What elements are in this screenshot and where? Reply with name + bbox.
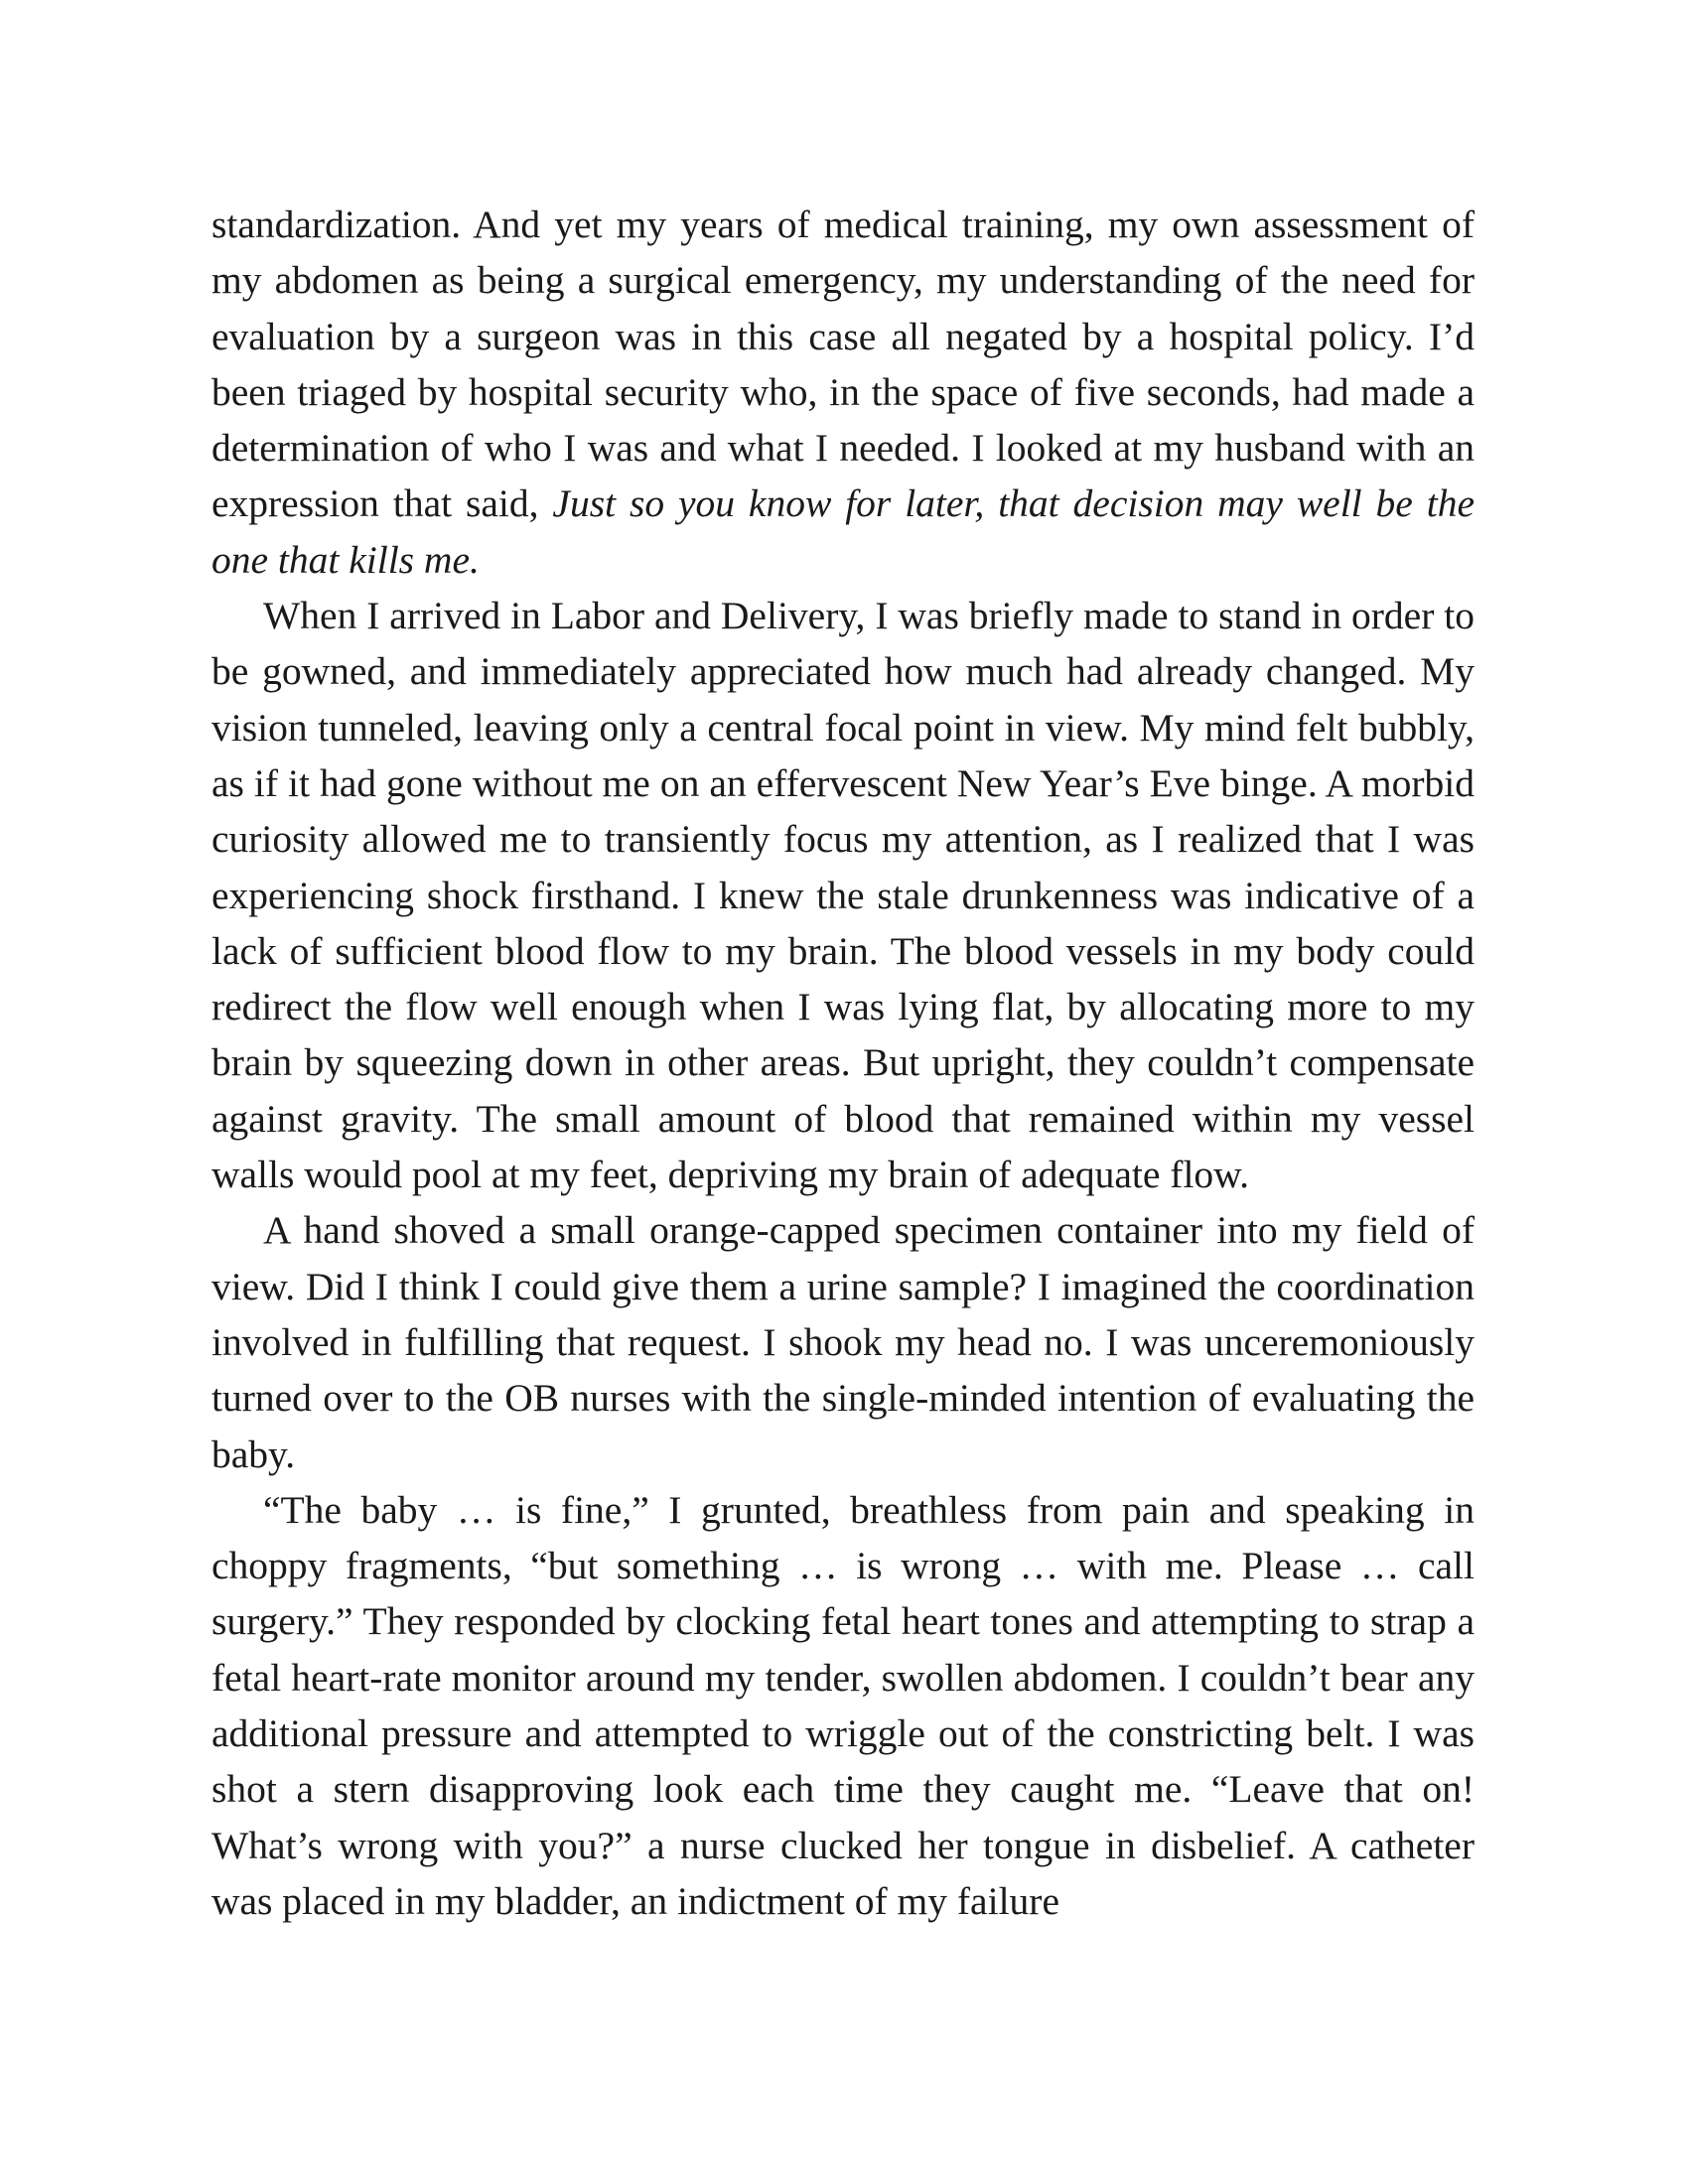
paragraph-4: “The baby … is fine,” I grunted, breathless from pain and speaking in choppy fragments, “but something … is wrong … with me. Please … call surgery.” They responded by clocking fetal heart tones and attempting to strap a fetal heart-rate monitor around my tender, swollen abdomen. I couldn’t bear any additional pressure and attempted to wriggle out of the constricting belt. I was shot a stern disapproving look each time they caught me. “Leave that on! What’s wrong with you?” a nurse clucked her tongue in disbelief. A catheter was placed in my bladder, an indictment of my failure <box>211 1487 1475 1923</box>
paragraph-1 <box>211 197 1475 588</box>
paragraph-3: A hand shoved a small orange-capped specimen container into my field of view. Did I think I could give them a urine sample? I imagined the coordination involved in fulfilling that request. I shook my head no. I was unceremoniously turned over to the OB nurses with the single-minded intention of evaluating the baby. <box>211 1208 1475 1476</box>
book-page <box>211 197 1475 1929</box>
paragraph-1-italic-text: Just so you know for later, that decision may well be the one that kills me. <box>211 481 1475 582</box>
paragraph-1-text: standardization. And yet my years of medical training, my own assessment of my abdomen as being a surgical emergency, my understanding of the need for evaluation by a surgeon was in this case all negated by a hospital policy. I’d been triaged by hospital security who, in the space of five seconds, had made a determination of who I was and what I needed. I looked at my husband with an expression that said, <box>211 203 1475 526</box>
paragraph-2: When I arrived in Labor and Delivery, I was briefly made to stand in order to be gowned, and immediately appreciated how much had already changed. My vision tunneled, leaving only a central focal point in view. My mind felt bubbly, as if it had gone without me on an effervescent New Year’s Eve binge. A morbid curiosity allowed me to transiently focus my attention, as I realized that I was experiencing shock firsthand. I knew the stale drunkenness was indicative of a lack of sufficient blood flow to my brain. The blood vessels in my body could redirect the flow well enough when I was lying flat, by allocating more to my brain by squeezing down in other areas. But upright, they couldn’t compensate against gravity. The small amount of blood that remained within my vessel walls would pool at my feet, depriving my brain of adequate flow. <box>211 594 1475 1197</box>
